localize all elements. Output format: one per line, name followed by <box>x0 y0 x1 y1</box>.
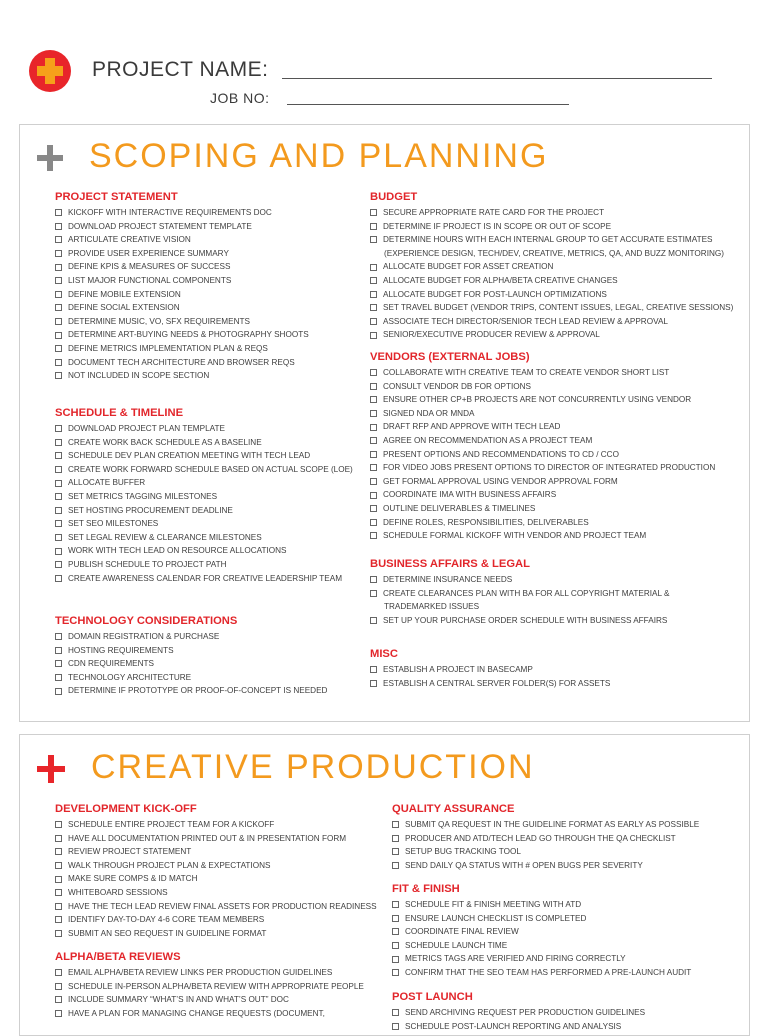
checklist-item-label: ASSOCIATE TECH DIRECTOR/SENIOR TECH LEAD REVIEW & APPROVAL <box>383 316 668 326</box>
checkbox[interactable] <box>370 464 377 471</box>
checklist-item[interactable] <box>55 356 309 370</box>
checkbox[interactable] <box>370 277 377 284</box>
checklist-item[interactable] <box>55 369 309 383</box>
checklist-item-label: DETERMINE IF PROTOTYPE OR PROOF-OF-CONCEPT IS NEEDED <box>68 686 328 696</box>
checkbox[interactable] <box>55 903 62 910</box>
checklist-item-label: PROVIDE USER EXPERIENCE SUMMARY <box>68 248 229 258</box>
checkbox[interactable] <box>55 236 62 243</box>
checkbox[interactable] <box>55 359 62 366</box>
checkbox[interactable] <box>55 345 62 352</box>
checklist-item[interactable] <box>370 380 715 394</box>
checkbox[interactable] <box>370 396 377 403</box>
checklist-item-label: OUTLINE DELIVERABLES & TIMELINES <box>383 503 536 513</box>
checklist-item[interactable] <box>370 516 715 530</box>
checklist-item[interactable] <box>392 925 691 939</box>
checkbox[interactable] <box>55 688 62 695</box>
checklist-item[interactable] <box>370 206 733 220</box>
checkbox[interactable] <box>392 942 399 949</box>
checklist-item-label: SUBMIT QA REQUEST IN THE GUIDELINE FORMAT AS EARLY AS POSSIBLE <box>405 820 700 829</box>
checkbox[interactable] <box>55 862 62 869</box>
checklist-item-label: SET METRICS TAGGING MILESTONES <box>68 491 218 501</box>
checklist-item[interactable] <box>392 1006 645 1020</box>
checkbox[interactable] <box>55 264 62 271</box>
section-title: BUSINESS AFFAIRS & LEGAL <box>370 558 530 570</box>
checklist-item[interactable] <box>55 517 353 531</box>
checkbox[interactable] <box>55 425 62 432</box>
checklist-item[interactable] <box>370 366 715 380</box>
checklist-item[interactable] <box>55 247 309 261</box>
checklist-item-label: CREATE CLEARANCES PLAN WITH BA FOR ALL COPYRIGHT MATERIAL & <box>383 588 670 598</box>
checklist-item[interactable] <box>55 832 377 846</box>
checkbox[interactable] <box>370 236 377 243</box>
qa-section <box>392 803 699 872</box>
checklist-item-label: SCHEDULE DEV PLAN CREATION MEETING WITH TECH LEAD <box>68 451 311 461</box>
checklist-item[interactable] <box>370 274 733 288</box>
section-title: POST LAUNCH <box>392 991 473 1003</box>
checklist-item[interactable] <box>392 845 699 859</box>
checkbox[interactable] <box>392 1009 399 1016</box>
checklist-item-label: DETERMINE ART-BUYING NEEDS & PHOTOGRAPHY SHOOTS <box>68 330 309 340</box>
checklist-item-label: DOMAIN REGISTRATION & PURCHASE <box>68 632 220 641</box>
checklist-item-label: CREATE WORK FORWARD SCHEDULE BASED ON ACTUAL SCOPE (LOE) <box>68 464 353 474</box>
checklist-item-label: SCHEDULE ENTIRE PROJECT TEAM FOR A KICKOFF <box>68 820 275 829</box>
checkbox[interactable] <box>55 633 62 640</box>
checkbox[interactable] <box>55 372 62 379</box>
checklist-item[interactable] <box>55 233 309 247</box>
scoping-panel <box>19 124 750 722</box>
checklist-item-label: FOR VIDEO JOBS PRESENT OPTIONS TO DIRECTOR OF INTEGRATED PRODUCTION <box>383 463 716 473</box>
checkbox[interactable] <box>370 478 377 485</box>
checklist-item[interactable] <box>55 315 309 329</box>
section-title: QUALITY ASSURANCE <box>392 803 515 815</box>
checklist-item[interactable] <box>370 529 715 543</box>
checklist-item[interactable] <box>370 488 715 502</box>
checkbox[interactable] <box>55 674 62 681</box>
logo-icon <box>29 50 71 92</box>
checklist-item[interactable] <box>392 832 699 846</box>
checkbox[interactable] <box>55 889 62 896</box>
checklist-item[interactable] <box>55 449 353 463</box>
checkbox[interactable] <box>55 250 62 257</box>
checklist-item[interactable] <box>370 502 715 516</box>
checkbox[interactable] <box>370 492 377 499</box>
project-statement-section <box>55 191 309 383</box>
checkbox[interactable] <box>370 680 377 687</box>
checkbox[interactable] <box>55 848 62 855</box>
checklist-item[interactable] <box>392 859 699 873</box>
checklist-item-label: AGREE ON RECOMMENDATION AS A PROJECT TEAM <box>383 435 593 445</box>
project-name-field[interactable] <box>282 78 712 79</box>
checklist-item-label: PRODUCER AND ATD/TECH LEAD GO THROUGH THE QA CHECKLIST <box>405 833 676 843</box>
checkbox[interactable] <box>55 291 62 298</box>
checklist-item-label: CDN REQUIREMENTS <box>68 659 154 669</box>
section-title: SCHEDULE & TIMELINE <box>55 407 184 419</box>
checkbox[interactable] <box>392 915 399 922</box>
checklist-item-label: ALLOCATE BUDGET FOR ALPHA/BETA CREATIVE CHANGES <box>383 275 618 285</box>
checklist-item-label: DETERMINE IF PROJECT IS IN SCOPE OR OUT OF SCOPE <box>383 221 612 231</box>
checklist-item-label: SENIOR/EXECUTIVE PRODUCER REVIEW & APPROVAL <box>383 330 600 340</box>
checklist-item[interactable] <box>55 476 353 490</box>
checklist-item-label: DEFINE ROLES, RESPONSIBILITIES, DELIVERABLES <box>383 517 589 527</box>
section-title: PROJECT STATEMENT <box>55 191 178 203</box>
checkbox[interactable] <box>392 901 399 908</box>
checklist-item[interactable] <box>55 544 353 558</box>
checklist-item-label: WALK THROUGH PROJECT PLAN & EXPECTATIONS <box>68 860 271 870</box>
checklist-item-label: COORDINATE FINAL REVIEW <box>405 927 519 937</box>
checkbox[interactable] <box>370 304 377 311</box>
checklist-item-label: IDENTIFY DAY-TO-DAY 4-6 CORE TEAM MEMBERS <box>68 915 265 925</box>
section-title: DEVELOPMENT KICK-OFF <box>55 803 197 815</box>
checklist-item[interactable] <box>370 420 715 434</box>
checklist-item-label: NOT INCLUDED IN SCOPE SECTION <box>68 371 210 381</box>
checkbox[interactable] <box>392 848 399 855</box>
checkbox[interactable] <box>55 916 62 923</box>
checklist-item-label: ENSURE OTHER CP+B PROJECTS ARE NOT CONCURRENTLY USING VENDOR <box>383 395 692 405</box>
checklist-item-label: ALLOCATE BUFFER <box>68 478 146 488</box>
checkbox[interactable] <box>370 532 377 539</box>
checklist-item[interactable] <box>55 1007 364 1021</box>
checklist-item-label: SCHEDULE LAUNCH TIME <box>405 940 508 950</box>
checklist-item-label: EMAIL ALPHA/BETA REVIEW LINKS PER PRODUCTION GUIDELINES <box>68 968 333 977</box>
checklist-item[interactable] <box>55 886 377 900</box>
checkbox[interactable] <box>370 223 377 230</box>
checkbox[interactable] <box>370 437 377 444</box>
plus-icon <box>37 755 65 783</box>
checklist-item[interactable] <box>370 475 715 489</box>
checklist-item-label: CREATE AWARENESS CALENDAR FOR CREATIVE LEADERSHIP TEAM <box>68 573 343 583</box>
checklist-item[interactable] <box>370 393 715 407</box>
checkbox[interactable] <box>55 821 62 828</box>
checklist-item[interactable] <box>370 407 715 421</box>
checklist-item[interactable] <box>370 663 610 677</box>
alphabeta-section <box>55 951 364 1020</box>
checklist-item[interactable] <box>370 233 733 247</box>
checkbox[interactable] <box>55 660 62 667</box>
checklist-item-label: CONFIRM THAT THE SEO TEAM HAS PERFORMED A PRE-LAUNCH AUDIT <box>405 967 692 977</box>
checkbox[interactable] <box>55 969 62 976</box>
checklist-item[interactable] <box>370 461 715 475</box>
checklist-item[interactable] <box>55 859 377 873</box>
checkbox[interactable] <box>392 835 399 842</box>
checklist-item-label: SET HOSTING PROCUREMENT DEADLINE <box>68 505 233 515</box>
checklist-item-label: SET TRAVEL BUDGET (VENDOR TRIPS, CONTENT ISSUES, LEGAL, CREATIVE SESSIONS) <box>383 303 734 313</box>
checkbox[interactable] <box>55 439 62 446</box>
checklist-item[interactable] <box>55 301 309 315</box>
checkbox[interactable] <box>55 304 62 311</box>
checkbox[interactable] <box>55 520 62 527</box>
checklist-item[interactable] <box>392 939 691 953</box>
checklist-item[interactable] <box>392 912 691 926</box>
checklist-item-label: SIGNED NDA OR MNDA <box>383 408 475 418</box>
checkbox[interactable] <box>55 835 62 842</box>
checklist-item[interactable] <box>55 288 309 302</box>
checklist-item-label: SETUP BUG TRACKING TOOL <box>405 847 521 857</box>
checkbox[interactable] <box>392 821 399 828</box>
checklist-item-label: DETERMINE INSURANCE NEEDS <box>383 575 513 584</box>
checkbox[interactable] <box>55 332 62 339</box>
kickoff-section <box>55 803 377 940</box>
checklist-item-label: SET UP YOUR PURCHASE ORDER SCHEDULE WITH BUSINESS AFFAIRS <box>383 615 668 625</box>
checklist-item-label: SCHEDULE FORMAL KICKOFF WITH VENDOR AND PROJECT TEAM <box>383 531 647 541</box>
project-name-label: PROJECT NAME: <box>92 58 269 81</box>
checklist-item-label: DOWNLOAD PROJECT PLAN TEMPLATE <box>68 424 225 433</box>
checklist-item[interactable] <box>55 684 327 698</box>
checkbox[interactable] <box>392 862 399 869</box>
checklist-item-label: PUBLISH SCHEDULE TO PROJECT PATH <box>68 559 227 569</box>
checklist-item[interactable] <box>370 434 715 448</box>
checklist-item[interactable] <box>55 274 309 288</box>
checkbox[interactable] <box>55 930 62 937</box>
technology-section <box>55 615 327 698</box>
checklist-item[interactable] <box>55 490 353 504</box>
checklist-item[interactable] <box>370 220 733 234</box>
checklist-item-label: WHITEBOARD SESSIONS <box>68 887 168 897</box>
budget-section <box>370 191 733 342</box>
section-title: FIT & FINISH <box>392 883 460 895</box>
checkbox[interactable] <box>392 969 399 976</box>
checklist-item-label: DEFINE SOCIAL EXTENSION <box>68 303 180 313</box>
checklist-item-label: SEND ARCHIVING REQUEST PER PRODUCTION GUIDELINES <box>405 1008 646 1017</box>
checklist-item[interactable] <box>55 900 377 914</box>
schedule-section <box>55 407 353 585</box>
checklist-item[interactable] <box>55 630 327 644</box>
checklist-item-label: SET LEGAL REVIEW & CLEARANCE MILESTONES <box>68 532 262 542</box>
checklist-item-label: DOWNLOAD PROJECT STATEMENT TEMPLATE <box>68 221 252 231</box>
checklist-item-label: MAKE SURE COMPS & ID MATCH <box>68 874 198 884</box>
checkbox[interactable] <box>392 928 399 935</box>
checklist-item-label: ALLOCATE BUDGET FOR ASSET CREATION <box>383 262 554 272</box>
checklist-item-label: GET FORMAL APPROVAL USING VENDOR APPROVAL FORM <box>383 476 618 486</box>
checklist-item[interactable] <box>55 558 353 572</box>
checkbox[interactable] <box>370 617 377 624</box>
checkbox[interactable] <box>55 507 62 514</box>
checklist-item[interactable] <box>55 872 377 886</box>
checklist-item-label: ALLOCATE BUDGET FOR POST-LAUNCH OPTIMIZATIONS <box>383 289 607 299</box>
checkbox[interactable] <box>55 480 62 487</box>
checklist-item-label: HAVE THE TECH LEAD REVIEW FINAL ASSETS FOR PRODUCTION READINESS <box>68 901 377 911</box>
checklist-item-label: SCHEDULE FIT & FINISH MEETING WITH ATD <box>405 900 582 909</box>
checklist-item-label: REVIEW PROJECT STATEMENT <box>68 847 192 857</box>
checklist-item[interactable] <box>370 288 733 302</box>
checklist-item-label: HAVE A PLAN FOR MANAGING CHANGE REQUESTS (DOCUMENT, <box>68 1008 325 1018</box>
checklist-item-label: ARTICULATE CREATIVE VISION <box>68 235 191 245</box>
checklist-item-label: CONSULT VENDOR DB FOR OPTIONS <box>383 381 531 391</box>
checklist-item-label: SEND DAILY QA STATUS WITH # OPEN BUGS PER SEVERITY <box>405 860 643 870</box>
checklist-item[interactable] <box>370 328 733 342</box>
checkbox[interactable] <box>370 590 377 597</box>
checkbox[interactable] <box>370 318 377 325</box>
checklist-item[interactable] <box>55 206 309 220</box>
checklist-item[interactable] <box>55 913 377 927</box>
job-no-field[interactable] <box>287 104 569 105</box>
checklist-item-label: DEFINE KPIS & MEASURES OF SUCCESS <box>68 262 231 272</box>
checklist-item[interactable] <box>55 463 353 477</box>
checklist-item-label: DETERMINE MUSIC, VO, SFX REQUIREMENTS <box>68 316 250 326</box>
checklist-item-label: DRAFT RFP AND APPROVE WITH TECH LEAD <box>383 422 561 432</box>
checklist-item[interactable] <box>370 315 733 329</box>
job-no-label: JOB NO: <box>210 90 270 106</box>
checkbox[interactable] <box>55 983 62 990</box>
checklist-item[interactable] <box>370 614 669 628</box>
checkbox[interactable] <box>55 223 62 230</box>
checkbox[interactable] <box>55 647 62 654</box>
section-title: BUDGET <box>370 191 418 203</box>
checklist-item[interactable] <box>55 572 353 586</box>
creative-title: CREATIVE PRODUCTION <box>91 748 535 786</box>
checkbox[interactable] <box>55 1010 62 1017</box>
checklist-item-label: TECHNOLOGY ARCHITECTURE <box>68 672 192 682</box>
checklist-item[interactable] <box>55 644 327 658</box>
checklist-item-label: SET SEO MILESTONES <box>68 519 159 529</box>
checklist-item-label: SECURE APPROPRIATE RATE CARD FOR THE PROJECT <box>383 208 605 217</box>
checkbox[interactable] <box>370 576 377 583</box>
checklist-item-label: PRESENT OPTIONS AND RECOMMENDATIONS TO CD / CCO <box>383 449 619 459</box>
checklist-item-continued <box>370 600 669 614</box>
creative-panel <box>19 734 750 1036</box>
checklist-item[interactable] <box>55 422 353 436</box>
post-launch-section <box>392 991 645 1033</box>
checklist-item-label: (EXPERIENCE DESIGN, TECH/DEV, CREATIVE, METRICS, QA, AND BUZZ MONITORING) <box>384 248 724 258</box>
checklist-item[interactable] <box>55 927 377 941</box>
checkbox[interactable] <box>55 548 62 555</box>
checklist-item[interactable] <box>55 328 309 342</box>
fit-section <box>392 883 691 980</box>
business-section <box>370 558 669 627</box>
checkbox[interactable] <box>55 575 62 582</box>
checklist-item-label: INCLUDE SUMMARY “WHAT’S IN AND WHAT’S OUT” DOC <box>68 995 289 1005</box>
checklist-item-label: LIST MAJOR FUNCTIONAL COMPONENTS <box>68 275 232 285</box>
checklist-item-label: HOSTING REQUIREMENTS <box>68 645 174 655</box>
checkbox[interactable] <box>55 996 62 1003</box>
checkbox[interactable] <box>55 534 62 541</box>
checklist-item[interactable] <box>392 966 691 980</box>
checklist-item-label: DOCUMENT TECH ARCHITECTURE AND BROWSER REQS <box>68 357 295 367</box>
checklist-item[interactable] <box>392 818 699 832</box>
checkbox[interactable] <box>55 277 62 284</box>
checklist-item-label: ESTABLISH A PROJECT IN BASECAMP <box>383 665 533 674</box>
checkbox[interactable] <box>370 383 377 390</box>
vendors-section <box>370 351 715 543</box>
checklist-item[interactable] <box>55 966 364 980</box>
checklist-item[interactable] <box>55 845 377 859</box>
checklist-item[interactable] <box>370 573 669 587</box>
checkbox[interactable] <box>392 956 399 963</box>
checklist-item[interactable] <box>55 260 309 274</box>
checklist-item-label: DETERMINE HOURS WITH EACH INTERNAL GROUP TO GET ACCURATE ESTIMATES <box>383 235 713 245</box>
checklist-item[interactable] <box>55 818 377 832</box>
checkbox[interactable] <box>55 466 62 473</box>
checklist-item-label: ENSURE LAUNCH CHECKLIST IS COMPLETED <box>405 913 587 923</box>
checklist-item-label: CREATE WORK BACK SCHEDULE AS A BASELINE <box>68 437 262 447</box>
checklist-item[interactable] <box>55 671 327 685</box>
checklist-item-label: DEFINE MOBILE EXTENSION <box>68 289 181 299</box>
plus-icon <box>37 145 63 171</box>
checklist-item[interactable] <box>55 342 309 356</box>
checklist-item[interactable] <box>370 587 669 601</box>
checklist-item[interactable] <box>370 677 610 691</box>
checklist-item-label: DEFINE METRICS IMPLEMENTATION PLAN & REQS <box>68 343 268 353</box>
checklist-item-label: COLLABORATE WITH CREATIVE TEAM TO CREATE VENDOR SHORT LIST <box>383 368 670 377</box>
checkbox[interactable] <box>55 561 62 568</box>
checkbox[interactable] <box>370 264 377 271</box>
checklist-item-label: HAVE ALL DOCUMENTATION PRINTED OUT & IN PRESENTATION FORM <box>68 833 347 843</box>
checkbox[interactable] <box>370 519 377 526</box>
checklist-item-label: WORK WITH TECH LEAD ON RESOURCE ALLOCATIONS <box>68 546 287 556</box>
checklist-item[interactable] <box>55 436 353 450</box>
checkbox[interactable] <box>370 505 377 512</box>
checklist-item-label: TRADEMARKED ISSUES <box>384 602 480 612</box>
checkbox[interactable] <box>370 291 377 298</box>
checklist-item[interactable] <box>370 301 733 315</box>
checklist-item[interactable] <box>392 898 691 912</box>
checkbox[interactable] <box>370 666 377 673</box>
misc-section <box>370 648 610 690</box>
checklist-item[interactable] <box>370 448 715 462</box>
checklist-item[interactable] <box>55 504 353 518</box>
section-title: ALPHA/BETA REVIEWS <box>55 951 181 963</box>
checklist-item-label: SCHEDULE IN-PERSON ALPHA/BETA REVIEW WITH APPROPRIATE PEOPLE <box>68 981 364 991</box>
section-title: TECHNOLOGY CONSIDERATIONS <box>55 615 238 627</box>
checklist-item[interactable] <box>392 1020 645 1034</box>
checkbox[interactable] <box>55 493 62 500</box>
checkbox[interactable] <box>370 369 377 376</box>
checklist-item[interactable] <box>55 531 353 545</box>
scoping-title: SCOPING AND PLANNING <box>89 137 549 175</box>
checkbox[interactable] <box>370 332 377 339</box>
checklist-item[interactable] <box>55 657 327 671</box>
checkbox[interactable] <box>370 424 377 431</box>
checklist-item-label: METRICS TAGS ARE VERIFIED AND FIRING CORRECTLY <box>405 954 626 964</box>
checkbox[interactable] <box>55 452 62 459</box>
checklist-item-continued <box>370 247 733 261</box>
checkbox[interactable] <box>370 410 377 417</box>
section-title: VENDORS (EXTERNAL JOBS) <box>370 351 530 363</box>
checklist-item-label: COORDINATE IMA WITH BUSINESS AFFAIRS <box>383 490 557 500</box>
checklist-item-label: SUBMIT AN SEO REQUEST IN GUIDELINE FORMAT <box>68 928 267 938</box>
checkbox[interactable] <box>55 209 62 216</box>
checklist-item[interactable] <box>55 980 364 994</box>
section-title: MISC <box>370 648 398 660</box>
checklist-item[interactable] <box>55 993 364 1007</box>
checkbox[interactable] <box>55 876 62 883</box>
checkbox[interactable] <box>55 318 62 325</box>
checklist-item[interactable] <box>392 952 691 966</box>
checklist-item-label: ESTABLISH A CENTRAL SERVER FOLDER(S) FOR ASSETS <box>383 678 611 688</box>
checklist-item-label: SCHEDULE POST-LAUNCH REPORTING AND ANALYSIS <box>405 1021 622 1031</box>
checkbox[interactable] <box>370 451 377 458</box>
checkbox[interactable] <box>370 209 377 216</box>
checklist-item[interactable] <box>55 220 309 234</box>
checklist-item-label: KICKOFF WITH INTERACTIVE REQUIREMENTS DOC <box>68 208 272 217</box>
checklist-item[interactable] <box>370 260 733 274</box>
